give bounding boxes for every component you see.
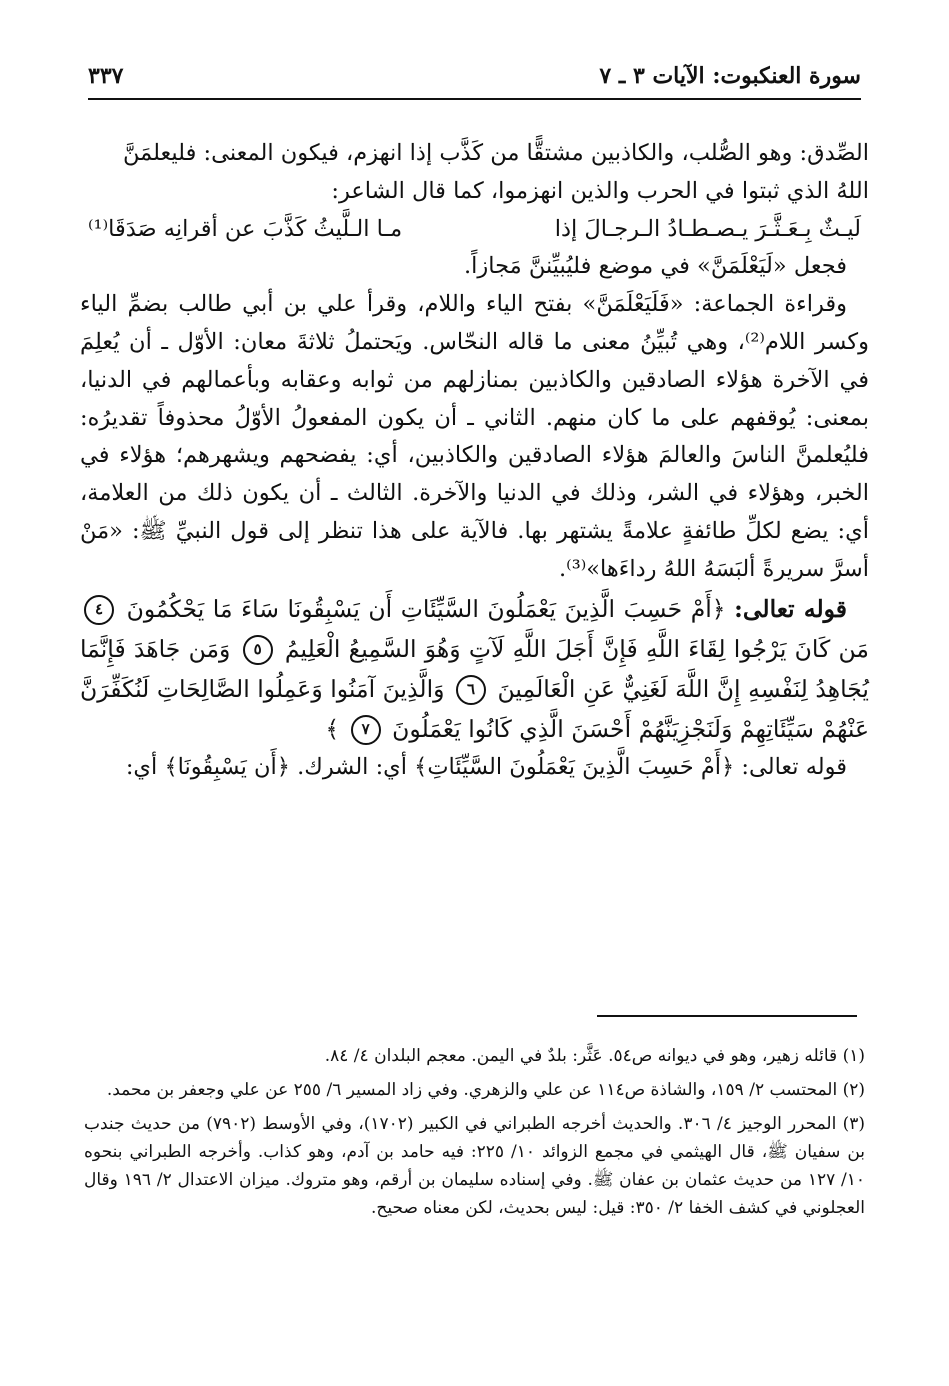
footnotes (84, 1042, 865, 1228)
paragraph: وقراءة الجماعة: «فَلَيَعْلَمَنَّ» بفتح الياء واللام، وقرأ علي بن أبي طالب بضمِّ الياء وكسر اللام⁽²⁾، وهي تُبيِّنُ معنى ما قاله النحّاس. ويَحتملُ ثلاثةَ معان: الأوّل ـ أن يُعلِمَ في الآخرة هؤلاء الصادقين والكاذبين بمنازلهم من ثوابه وعقابه وبأعمالهم في الدنيا، بمعنى: يُوقفهم على ما كان منهم. الثاني ـ أن يكون المفعولُ الأوّلُ محذوفاً تقديرُه: فليُعلمنَّ الناسَ والعالمَ هؤلاء الصادقين والكاذبين، أي: يفضحهم ويشهرهم؛ هؤلاء في الخبر، وهؤلاء في الشر، وذلك في الدنيا والآخرة. الثالث ـ أن يكون ذلك من العلامة، أي: يضع لكلِّ طائفةٍ علامةً يشتهر بها. فالآية على هذا تنظر إلى قول النبيِّ ﷺ: «مَنْ أسرَّ سريرةً ألبَسَهُ اللهُ رداءَها»⁽³⁾. (80, 291, 869, 582)
page-number: ٣٣٧ (88, 63, 124, 89)
footnote: (٢) المحتسب ٢/ ١٥٩، والشاذة ص١١٤ عن علي والزهري. وفي زاد المسير ٦/ ٢٥٥ عن علي وجعفر بن محمد. (106, 1080, 865, 1100)
verse-second-hemistich: مـا الـلَّيثُ كَذَّبَ عن أقرانِه صَدَقَا⁽¹⁾ (88, 215, 403, 242)
footnote: (١) قائله زهير، وهو في ديوانه ص٥٤. عَثَّر: بلدٌ في اليمن. معجم البلدان ٤/ ٨٤. (324, 1046, 865, 1066)
aya-number-marker: ٦ (456, 675, 486, 705)
verse-first-hemistich: لَيـثٌ بِـعَـثَّـرَ يـصـطـادُ الـرجـالَ إذا (554, 215, 861, 242)
surah-title: سورة العنكبوت: الآيات ٣ ـ ٧ (599, 63, 861, 89)
footnote-separator (597, 1015, 857, 1017)
quran-verse-text: وَمَن جَاهَدَ فَإِنَّمَا يُجَاهِدُ لِنَفْسِهِ إِنَّ اللَّهَ لَغَنِيٌّ عَنِ الْعَالَمِينَ (80, 634, 869, 703)
poetry-verse (80, 211, 869, 249)
aya-number-marker: ٧ (351, 715, 381, 745)
quran-passage (80, 589, 869, 749)
aya-number-marker: ٤ (84, 595, 114, 625)
header-rule (88, 98, 861, 100)
running-head (88, 58, 861, 94)
paragraph-line: اللهُ الذي ثبتوا في الحرب والذين انهزموا، كما قال الشاعر: (331, 177, 869, 204)
quran-verse-text: مَن كَانَ يَرْجُوا لِقَاءَ اللَّهِ فَإِنَّ أَجَلَ اللَّهِ لَآتٍ وَهُوَ السَّمِيعُ الْعَلِيمُ (284, 634, 869, 663)
commentary-line: قوله تعالى: ﴿أَمْ حَسِبَ الَّذِينَ يَعْمَلُونَ السَّيِّئَاتِ﴾ أي: الشرك. ﴿أَن يَسْبِقُونَا﴾ أي: (125, 753, 847, 780)
quran-verse-text: ﴿أَمْ حَسِبَ الَّذِينَ يَعْمَلُونَ السَّيِّئَاتِ أَن يَسْبِقُونَا سَاءَ مَا يَحْكُمُونَ (126, 594, 726, 623)
quran-close-bracket: ﴾ (325, 714, 340, 743)
aya-number-marker: ٥ (243, 635, 273, 665)
quran-lead: قوله تعالى: (734, 594, 847, 623)
paragraph-line: الصِّدق: وهو الصُّلب، والكاذبين مشتقًّا من كَذَّب إذا انهزم، فيكون المعنى: فليعلمَنَّ (122, 140, 869, 166)
quran-verse-text: وَالَّذِينَ آمَنُوا وَعَمِلُوا الصَّالِحَاتِ لَنُكَفِّرَنَّ عَنْهُمْ سَيِّئَاتِهِمْ وَلَنَجْزِيَنَّهُمْ أَحْسَنَ الَّذِي كَانُوا يَعْمَلُونَ (80, 674, 869, 743)
footnote: (٣) المحرر الوجيز ٤/ ٣٠٦. والحديث أخرجه الطبراني في الكبير (١٧٠٢)، وفي الأوسط (٧٩٠٢) من حديث جندب بن سفيان ﷺ، قال الهيثمي في مجمع الزوائد ١٠/ ٢٢٥: فيه حامد بن آدم، وهو كذاب. وأخرجه الطبراني بنحوه ١٠/ ١٢٧ من حديث عثمان بن عفان ﷺ. وفي إسناده سليمان بن أرقم، وهو متروك. ميزان الاعتدال ٢/ ١٩٦ وقال العجلوني في كشف الخفا ٢/ ٣٥٠: قيل: ليس بحديث، لكن معناه صحيح. (84, 1114, 866, 1218)
paragraph: فجعل «لَيَعْلَمَنَّ» في موضع فليُبيِّننَّ مَجازاً. (463, 253, 847, 280)
main-text (80, 135, 869, 786)
